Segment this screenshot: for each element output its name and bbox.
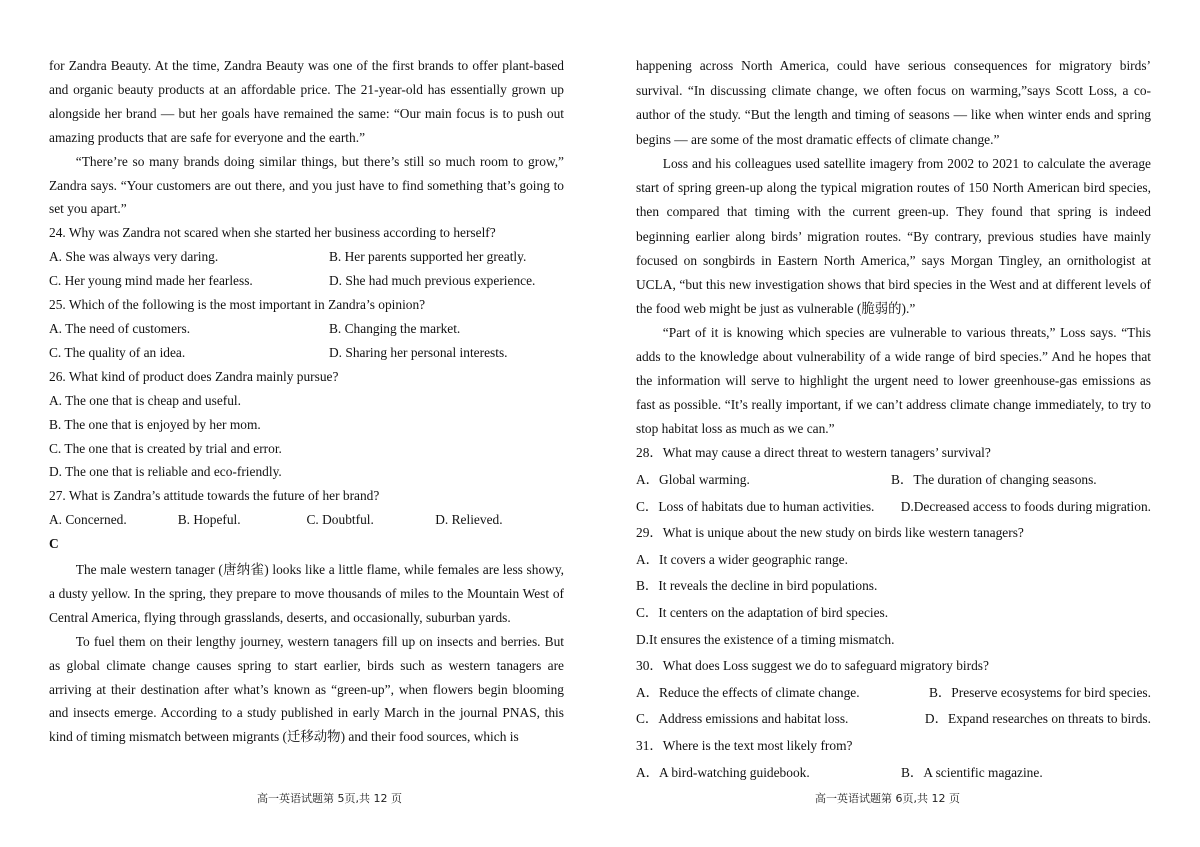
question-29: 29．What is unique about the new study on birds like western tanagers? xyxy=(636,525,1024,541)
question-24: 24. Why was Zandra not scared when she started her business according to herself? xyxy=(49,225,496,241)
question-26: 26. What kind of product does Zandra mainly pursue? xyxy=(49,368,339,384)
passage-b-paragraph: “There’re so many brands doing similar things, but there’s still so much room to grow,” Zandra says. “Your customers are out there, and you just have to find something that’s going to set you apart.” xyxy=(49,153,564,217)
question-27: 27. What is Zandra’s attitude towards the future of her brand? xyxy=(49,488,380,504)
option-c: C. Her young mind made her fearless. xyxy=(49,273,253,289)
option-b: B．A scientific magazine. xyxy=(901,764,1043,780)
question-30-options-row xyxy=(636,680,1151,707)
option-c: C．Loss of habitats due to human activities. xyxy=(636,498,875,514)
option-a: A. She was always very daring. xyxy=(49,249,219,265)
question-28-options-row xyxy=(636,494,1151,521)
option-c: C．Address emissions and habitat loss. xyxy=(636,711,849,727)
passage-c-paragraph: The male western tanager (唐纳雀) looks like a little flame, while females are less showy, a dusty yellow. In the spring, they prepare to move thousands of miles to the Mountain West of Central America, flying through grasslands, deserts, and occasionally, suburban yards. xyxy=(49,562,564,625)
option-c: C. The one that is created by trial and error. xyxy=(49,440,282,456)
option-a: A．It covers a wider geographic range. xyxy=(636,551,848,567)
question-31-options-row xyxy=(636,760,1151,787)
option-a: A. The one that is cheap and useful. xyxy=(49,392,241,408)
question-25: 25. Which of the following is the most important in Zandra’s opinion? xyxy=(49,297,426,313)
question-25-options-row xyxy=(49,317,564,341)
option-b: B．Preserve ecosystems for bird species. xyxy=(928,684,1151,700)
question-30: 30．What does Loss suggest we do to safeguard migratory birds? xyxy=(636,658,989,674)
option-a: A．A bird-watching guidebook. xyxy=(636,764,810,780)
question-30-options-row xyxy=(636,706,1151,733)
option-d: D.Decreased access to foods during migration. xyxy=(900,498,1151,514)
section-heading: C xyxy=(49,536,59,552)
option-c: C．It centers on the adaptation of bird species. xyxy=(636,604,889,620)
option-c: C. Doubtful. xyxy=(306,512,374,528)
option-d: D. Relieved. xyxy=(435,512,503,528)
question-24-options-row xyxy=(49,245,564,269)
option-c: C. The quality of an idea. xyxy=(49,344,186,360)
option-b: B. The one that is enjoyed by her mom. xyxy=(49,416,261,432)
passage-c-paragraph: Loss and his colleagues used satellite imagery from 2002 to 2021 to calculate the average start of spring green-up along the typical migration routes of 150 North American bird species, then compared that timing with the current green-up. They found that spring is indeed beginning earlier along birds’ migration routes. “By contrary, previous studies have mainly focused on songbirds in Eastern North America,” says Morgan Tingley, an ornithologist at UCLA, “but this new investigation shows that bird species in the West and at different levels of the food web might be just as vulnerable (脆弱的).” xyxy=(636,156,1151,317)
right-page-column xyxy=(636,54,1151,786)
question-25-options-row xyxy=(49,341,564,365)
option-d: D. She had much previous experience. xyxy=(329,273,536,289)
option-b: B. Hopeful. xyxy=(177,512,241,528)
passage-b-paragraph: for Zandra Beauty. At the time, Zandra Beauty was one of the first brands to offer plant-based and organic beauty products at an affordable price. The 21-year-old has essentially grown up alongside her brand — but her goals have remained the same: “Our main focus is to push out amazing products that are safe for everyone and the earth.” xyxy=(49,58,564,145)
option-b: B. Changing the market. xyxy=(329,320,461,336)
option-d: D．Expand researches on threats to birds. xyxy=(924,711,1151,727)
question-31: 31．Where is the text most likely from? xyxy=(636,737,853,753)
option-a: A．Global warming. xyxy=(636,472,750,487)
page-footer-right: 高一英语试题第 6页,共 12 页 xyxy=(815,792,960,805)
option-a: A. The need of customers. xyxy=(49,320,191,336)
option-a: A．Reduce the effects of climate change. xyxy=(636,684,860,700)
option-a: A. Concerned. xyxy=(49,512,127,528)
passage-c-paragraph: “Part of it is knowing which species are vulnerable to various threats,” Loss says. “This adds to the knowledge about vulnerability of a wide range of bird species.” And he hopes that the information will serve to highlight the urgent need to lower greenhouse-gas emissions as fast as possible. “It’s really important, if we can’t address climate change immediately, to try to stop habitat loss as much as we can.” xyxy=(636,325,1151,436)
option-d: D.It ensures the existence of a timing mismatch. xyxy=(636,631,895,647)
question-28: 28．What may cause a direct threat to western tanagers’ survival? xyxy=(636,445,991,461)
option-b: B. Her parents supported her greatly. xyxy=(329,249,527,265)
left-page-column xyxy=(49,54,564,749)
question-24-options-row xyxy=(49,269,564,293)
option-b: B．The duration of changing seasons. xyxy=(891,472,1097,487)
question-28-options-row xyxy=(636,467,1151,494)
page-footer-left: 高一英语试题第 5页,共 12 页 xyxy=(257,792,402,805)
passage-c-paragraph: To fuel them on their lengthy journey, western tanagers fill up on insects and berries. But as global climate change causes spring to start earlier, birds such as western tanagers are arriving at their destination after what’s known as “green-up”, when flowers begin blooming and insects emerge. According to a study published in early March in the journal PNAS, this kind of timing mismatch between migrants (迁移动物) and their food sources, which is xyxy=(49,633,564,745)
option-b: B．It reveals the decline in bird populations. xyxy=(636,578,878,594)
option-d: D. The one that is reliable and eco-friendly. xyxy=(49,464,282,480)
passage-c-paragraph: happening across North America, could have serious consequences for migratory birds’ survival. “In discussing climate change, we often focus on warming,”says Scott Loss, a co-author of the study. “But the length and timing of seasons — like when winter ends and spring begins — are some of the most dramatic effects of climate change.” xyxy=(636,58,1151,147)
question-27-options-row xyxy=(49,508,564,532)
option-d: D. Sharing her personal interests. xyxy=(329,344,508,360)
